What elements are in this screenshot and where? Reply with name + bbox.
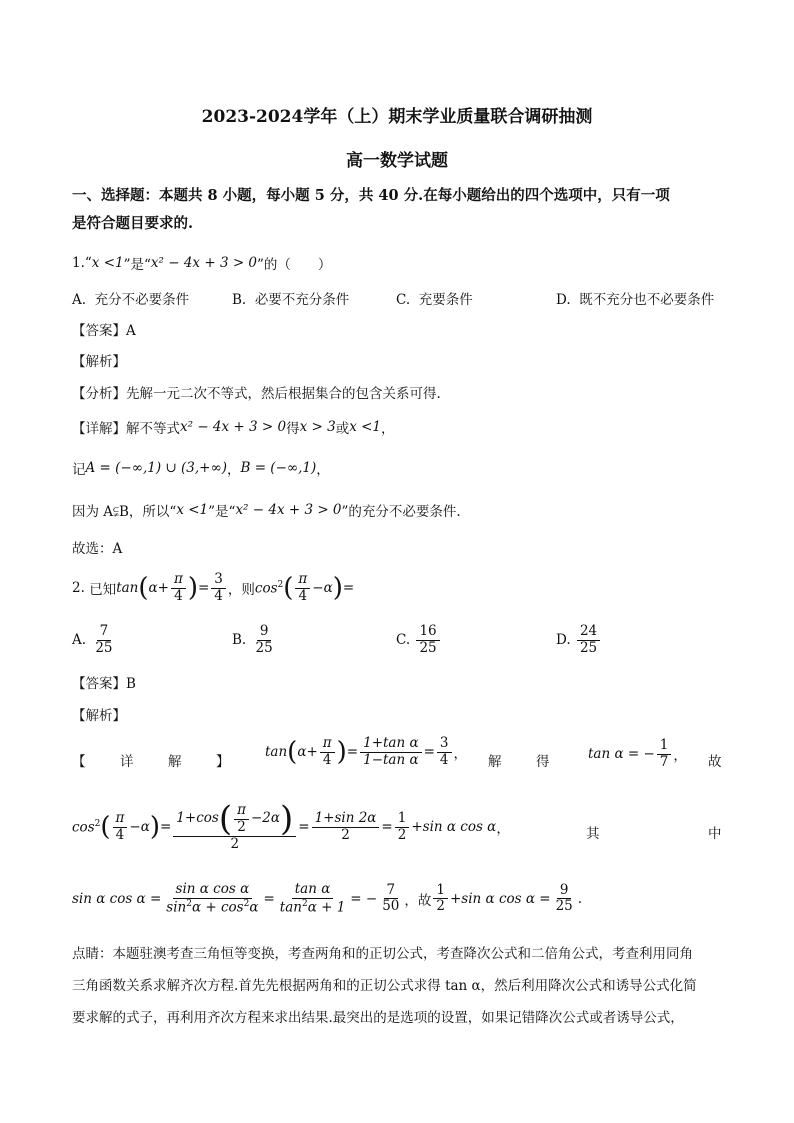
q2-option-a: A. $\frac{7}{25}$ xyxy=(72,623,113,656)
q1-stem-mid: ”是“ xyxy=(123,257,151,273)
section-heading-line1: 一、选择题：本题共 8 小题，每小题 5 分，共 40 分.在每小题给出的四个选项中，只有一项 xyxy=(72,187,670,204)
q2-analysis-label: 【解析】 xyxy=(72,708,126,724)
q1-stem-prefix: “ xyxy=(84,255,92,271)
q2-answer: 【答案】B xyxy=(72,676,136,692)
q1-option-d: D. 既不充分也不必要条件 xyxy=(556,292,715,308)
q2-detail-de: 得 xyxy=(536,754,550,770)
q1-choose: 故选：A xyxy=(72,541,123,557)
q1-number: 1. xyxy=(72,255,85,271)
q2-detail-zhong: 中 xyxy=(708,826,722,842)
q2-dianjing-line3: 要求解的式子，再利用齐次方程来求出结果.最突出的是选项的设置，如果记错降次公式或者诱导公式， xyxy=(72,1010,684,1026)
page-subtitle: 高一数学试题 xyxy=(346,151,448,171)
q2-detail-qi: 其 xyxy=(586,826,600,842)
q1-analysis-label: 【解析】 xyxy=(72,354,126,370)
q2-detail-bracket-r: 】 xyxy=(216,754,230,770)
q2-detail-formula-3: sin α cos α = $\frac{\text{sin α cos α}}{\sin^2\alpha + \cos^2\alpha}$ = $\frac{\text{tan α}}{\tan^2\alpha + 1}$ = − $\frac{7}{50}$ ，故 $\frac{1}{2}$ +sin α cos α = $\frac{9}{25}$ . xyxy=(72,881,583,916)
q2-option-d: D. $\frac{24}{25}$ xyxy=(556,624,602,656)
q2-detail-formula-2: $\cos^2$ ( $\frac{\pi}{4}$ −α ) = 1+cos ( $\frac{\pi}{2}$ −2α ) 2 = $\frac{1+\sin 2\alpha}{2}$ = $\frac{1}{2}$ +sin α cos α ， xyxy=(72,799,510,852)
q2-detail-word-2: 解 xyxy=(168,754,182,770)
q1-condition-1: x <1 xyxy=(91,255,124,271)
q1-stem-suffix: ”的（ ） xyxy=(257,257,332,273)
q1-sets: 记 A = (−∞,1) ∪ (3,+∞) ， B = (−∞,1) ， xyxy=(72,460,330,478)
q1-fenxi: 【分析】先解一元二次不等式，然后根据集合的包含关系可得. xyxy=(72,386,441,402)
q1-answer: 【答案】A xyxy=(72,323,136,339)
q1-conclusion: 因为 A⫋B，所以“ x <1 ”是“ x² − 4x + 3 > 0 ”的充分不必要条件. xyxy=(72,502,461,520)
q2-detail-jie: 解 xyxy=(488,754,502,770)
q2-detail-formula-1: tan ( α+ $\frac{\pi}{4}$ ) = $\frac{\text{1+tan α}}{\text{1−tan α}}$ = $\frac{3}{4}$ ， xyxy=(265,735,467,768)
q1-stem xyxy=(72,253,331,273)
q2-stem: 2. 已知 tan ( α+ $\frac{\pi}{4}$ ) = $\frac{3}{4}$ ，则 $\cos^2$ ( $\frac{\pi}{4}$ −α ) = xyxy=(72,571,355,604)
q2-option-c: C. $\frac{16}{25}$ xyxy=(396,624,442,656)
q1-option-c: C. 充要条件 xyxy=(396,292,473,308)
q2-dianjing-line1: 点睛：本题驻澳考查三角恒等变换，考查两角和的正切公式，考查降次公式和二倍角公式，考查利用同角 xyxy=(72,946,693,962)
q1-option-b: B. 必要不充分条件 xyxy=(232,292,350,308)
q1-condition-2: x² − 4x + 3 > 0 xyxy=(150,255,258,271)
q2-detail-word-1: 详 xyxy=(120,754,134,770)
q2-detail-gu: 故 xyxy=(708,754,722,770)
q2-dianjing-line2: 三角函数关系求解齐次方程.首先先根据两角和的正切公式求得 tan α，然后利用降次公式和诱导公式化简 xyxy=(72,978,697,994)
q1-option-a: A. 充分不必要条件 xyxy=(72,292,190,308)
q2-option-b: B. $\frac{9}{25}$ xyxy=(232,623,273,656)
page-title: 2023-2024学年（上）期末学业质量联合调研抽测 xyxy=(201,107,593,127)
q2-detail-bracket-l: 【 xyxy=(72,754,86,770)
q2-detail-tan-result: tan α = − $\frac{1}{7}$ ， xyxy=(588,737,687,770)
q1-detail: 【详解】解不等式 x² − 4x + 3 > 0 得 x > 3 或 x <1 ， xyxy=(72,419,395,437)
section-heading-line2: 是符合题目要求的. xyxy=(72,215,194,232)
